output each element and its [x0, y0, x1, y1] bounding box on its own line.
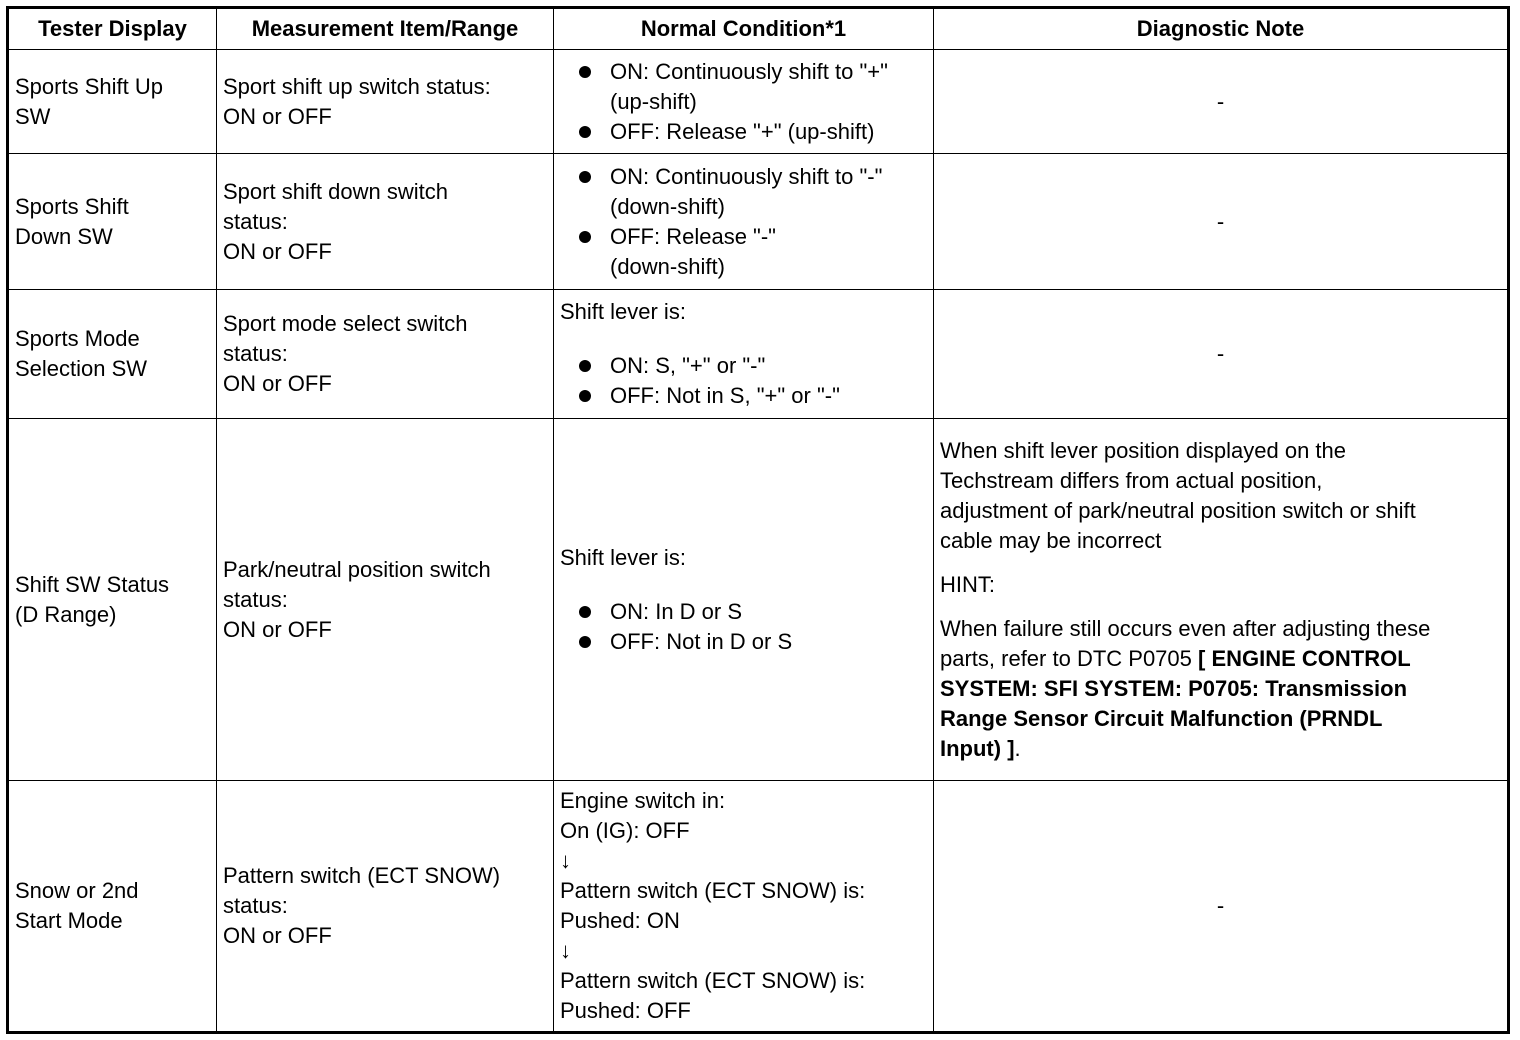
condition-list	[560, 597, 927, 657]
header-tester-display: Tester Display	[8, 8, 217, 50]
list-item: ON: Continuously shift to "+" (up-shift)	[560, 57, 927, 117]
dtc-reference-link[interactable]: [ ENGINE CONTROL	[1198, 645, 1411, 671]
normal-condition-cell: Engine switch in: On (IG): OFF ↓ Pattern switch (ECT SNOW) is: Pushed: ON ↓ Pattern switch (ECT SNOW) is: Pushed: OFF	[554, 781, 934, 1033]
condition-list	[560, 351, 927, 411]
hint-paragraph: When failure still occurs even after adjusting these parts, refer to DTC P0705 [ ENGINE CONTROL SYSTEM: SFI SYSTEM: P0705: Transmission Range Sensor Circuit Malfunction (PRNDL Input) ].	[940, 614, 1501, 764]
normal-condition-cell	[554, 50, 934, 154]
header-diagnostic-note: Diagnostic Note	[934, 8, 1509, 50]
normal-condition-cell	[554, 419, 934, 781]
header-row	[8, 8, 1509, 50]
header-normal-condition: Normal Condition*1	[554, 8, 934, 50]
condition-list	[560, 57, 927, 147]
diagnostic-note-cell: -	[934, 290, 1509, 419]
dtc-reference-link[interactable]: Input) ]	[940, 735, 1015, 761]
measurement-cell: Pattern switch (ECT SNOW) status: ON or OFF	[217, 781, 554, 1033]
measurement-cell: Park/neutral position switch status: ON or OFF	[217, 419, 554, 781]
normal-condition-cell	[554, 290, 934, 419]
tester-display-cell: Sports Shift Down SW	[8, 154, 217, 290]
table-row	[8, 781, 1509, 1033]
hint-label: HINT:	[940, 571, 995, 597]
dtc-reference-link[interactable]: SYSTEM: SFI SYSTEM: P0705: Transmission	[940, 675, 1408, 701]
measurement-cell: Sport mode select switch status: ON or OFF	[217, 290, 554, 419]
table-row	[8, 419, 1509, 781]
condition-list	[560, 162, 927, 282]
list-item: ON: Continuously shift to "-" (down-shift)	[560, 162, 927, 222]
table-row	[8, 154, 1509, 290]
diagnostic-note-cell: -	[934, 50, 1509, 154]
data-list-table	[6, 6, 1510, 1034]
list-item: OFF: Release "-" (down-shift)	[560, 222, 927, 282]
header-measurement: Measurement Item/Range	[217, 8, 554, 50]
condition-lead: Shift lever is:	[560, 544, 686, 570]
down-arrow-icon: ↓	[560, 848, 571, 873]
tester-display-cell: Sports Shift Up SW	[8, 50, 217, 154]
list-item: OFF: Not in D or S	[560, 627, 927, 657]
tester-display-cell: Snow or 2nd Start Mode	[8, 781, 217, 1033]
measurement-cell: Sport shift up switch status: ON or OFF	[217, 50, 554, 154]
condition-lead: Shift lever is:	[560, 299, 686, 324]
normal-condition-cell	[554, 154, 934, 290]
dtc-reference-link[interactable]: Range Sensor Circuit Malfunction (PRNDL	[940, 705, 1383, 731]
diagnostic-note-cell: -	[934, 781, 1509, 1033]
table-row	[8, 290, 1509, 419]
tester-display-cell: Shift SW Status (D Range)	[8, 419, 217, 781]
table-row	[8, 50, 1509, 154]
list-item: OFF: Release "+" (up-shift)	[560, 117, 927, 147]
diagnostic-note-cell: -	[934, 154, 1509, 290]
list-item: ON: In D or S	[560, 597, 927, 627]
down-arrow-icon: ↓	[560, 938, 571, 963]
diagnostic-note-cell	[934, 419, 1509, 781]
list-item: OFF: Not in S, "+" or "-"	[560, 381, 927, 411]
list-item: ON: S, "+" or "-"	[560, 351, 927, 381]
tester-display-cell: Sports Mode Selection SW	[8, 290, 217, 419]
note-paragraph: When shift lever position displayed on the Techstream differs from actual position, adjustment of park/neutral position switch or shift cable may be incorrect	[940, 437, 1416, 553]
measurement-cell: Sport shift down switch status: ON or OFF	[217, 154, 554, 290]
